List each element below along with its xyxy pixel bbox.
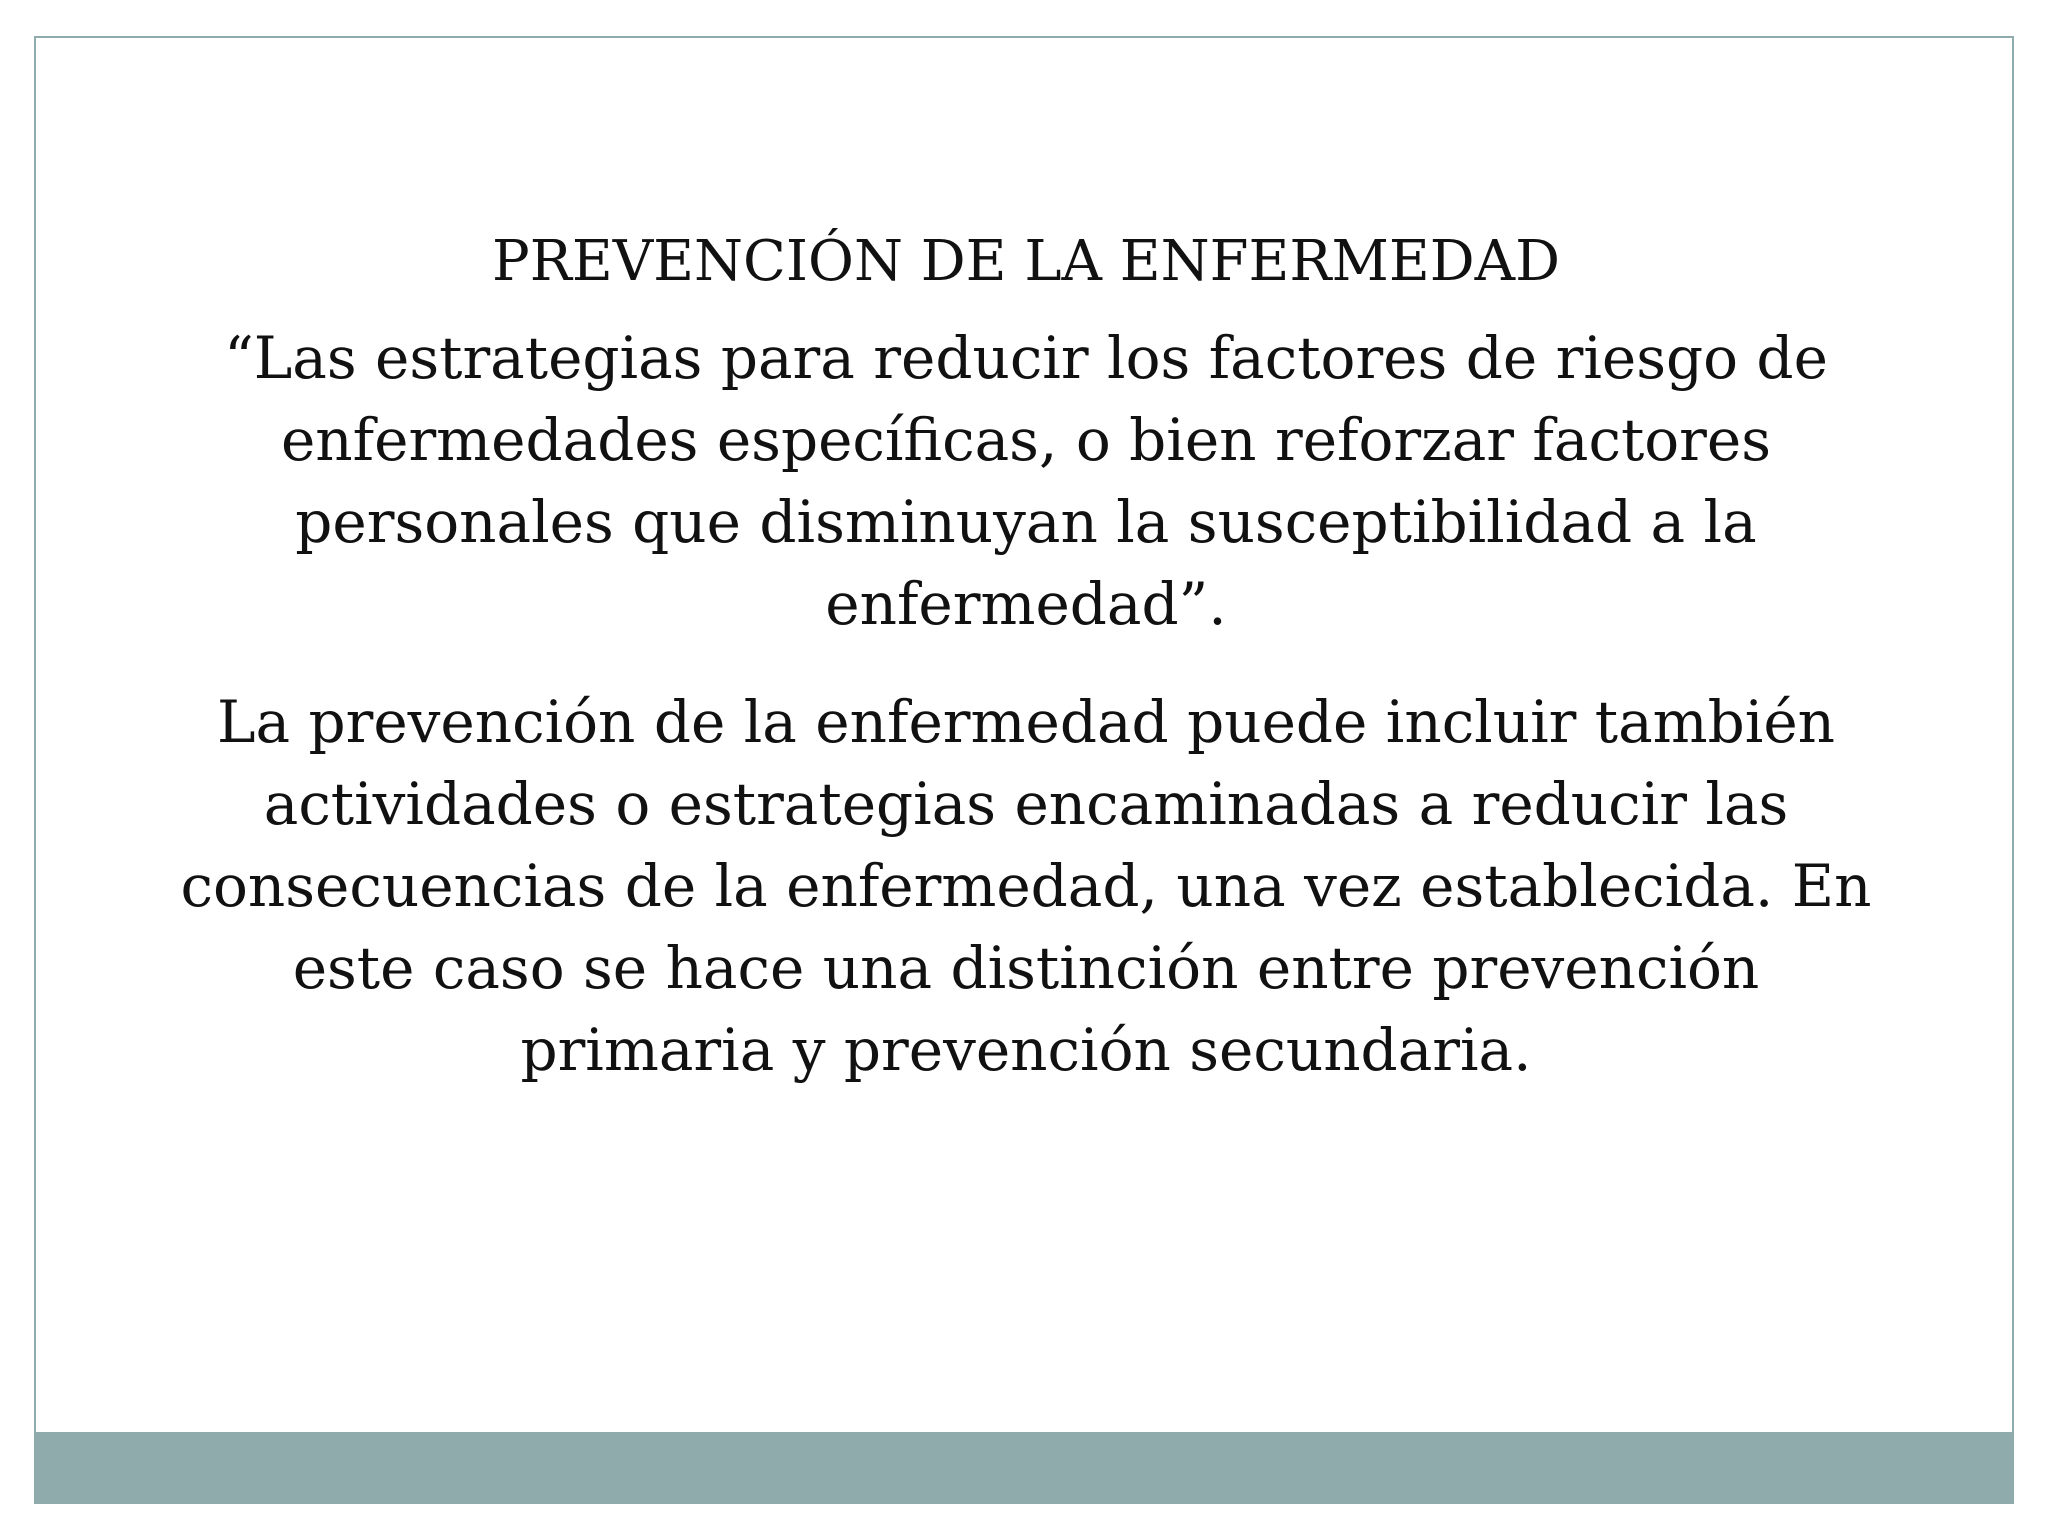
slide-frame bbox=[34, 36, 2014, 1504]
body-paragraph: La prevención de la enfermedad puede incluir también actividades o estrategias encaminadas a reducir las consecuencias de la enfermedad, una vez establecida. En este caso se hace una distinción entre prevención primaria y prevención secundaria. bbox=[180, 688, 1872, 1085]
slide-content bbox=[176, 228, 1876, 1127]
definition-quote: “Las estrategias para reducir los factores de riesgo de enfermedades específicas, o bien reforzar factores personales que disminuyan la susceptibilidad a la enfermedad”. bbox=[224, 324, 1828, 639]
footer-bar bbox=[36, 1432, 2012, 1502]
slide-title: PREVENCIÓN DE LA ENFERMEDAD bbox=[492, 229, 1560, 294]
